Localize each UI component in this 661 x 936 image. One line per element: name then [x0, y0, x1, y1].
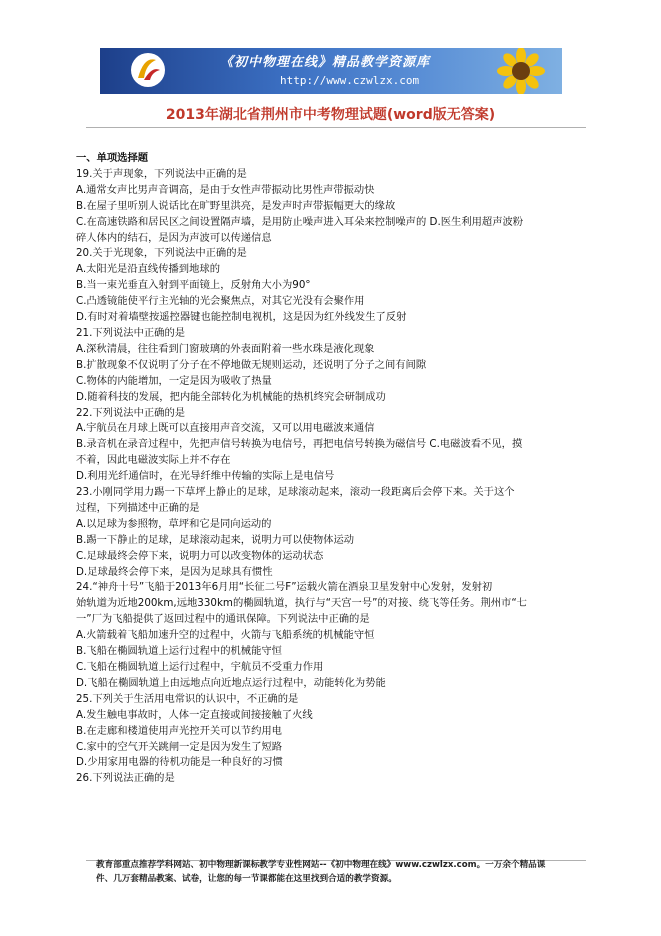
- question-line: D.足球最终会停下来，是因为足球具有惯性: [76, 565, 273, 578]
- question-line: A.太阳光是沿直线传播到地球的: [76, 263, 220, 276]
- question-line: 21.下列说法中正确的是: [76, 326, 186, 339]
- question-line: B.踢一下静止的足球，足球滚动起来，说明力可以使物体运动: [76, 533, 355, 546]
- question-line: A.火箭载着飞船加速升空的过程中，火箭与飞船系统的机械能守恒: [76, 629, 375, 642]
- question-line: 23.小刚同学用力踢一下草坪上静止的足球，足球滚动起来，滚动一段距离后会停下来。关于这个: [76, 486, 515, 499]
- question-line: 26.下列说法正确的是: [76, 772, 175, 785]
- question-line: 不着，因此电磁波实际上并不存在: [76, 454, 231, 467]
- footer-line: 教育部重点推荐学科网站、初中物理新课标教学专业性网站--《初中物理在线》www.czwlzx.com。一万余个精品课: [96, 860, 546, 870]
- title-divider: [86, 127, 586, 128]
- question-line: 始轨道为近地200km,远地330km的椭圆轨道，执行与“天宫一号”的对接、绕飞等任务。荆州市“七: [76, 597, 527, 610]
- question-line: 22.下列说法中正确的是: [76, 406, 186, 419]
- question-line: D.随着科技的发展，把内能全部转化为机械能的热机终究会研制成功: [76, 390, 386, 403]
- site-logo-icon: [130, 52, 166, 88]
- question-line: B.当一束光垂直入射到平面镜上，反射角大小为90°: [76, 279, 311, 292]
- question-line: D.有时对着墙壁按遥控器键也能控制电视机，这是因为红外线发生了反射: [76, 311, 407, 324]
- page-footer: [96, 858, 586, 886]
- question-line: C.家中的空气开关跳闸一定是因为发生了短路: [76, 740, 283, 753]
- question-line: A.发生触电事故时，人体一定直接或间接接触了火线: [76, 708, 313, 721]
- sunflower-icon: [486, 48, 556, 94]
- question-line: 一”厂为飞船提供了返回过程中的通讯保障。下列说法中正确的是: [76, 613, 370, 626]
- question-line: B.在走廊和楼道使用声光控开关可以节约用电: [76, 724, 282, 737]
- question-line: 碎人体内的结石，是因为声波可以传递信息: [76, 231, 272, 244]
- question-line: C.足球最终会停下来，说明力可以改变物体的运动状态: [76, 549, 324, 562]
- question-line: 20.关于光现象，下列说法中正确的是: [76, 247, 247, 260]
- question-line: D.飞船在椭圆轨道上由远地点向近地点运行过程中，动能转化为势能: [76, 676, 386, 689]
- banner-title: 《初中物理在线》精品教学资源库: [220, 55, 431, 70]
- question-line: C.飞船在椭圆轨道上运行过程中，宇航员不受重力作用: [76, 661, 324, 673]
- banner-url: http://www.czwlzx.com: [280, 74, 420, 87]
- question-line: A.深秋清晨，往往看到门窗玻璃的外表面附着一些水珠是液化现象: [76, 342, 375, 355]
- question-line: B.录音机在录音过程中，先把声信号转换为电信号，再把电信号转换为磁信号 C.电磁波看不见，摸: [76, 438, 523, 451]
- question-line: C.在高速铁路和居民区之间设置隔声墙，是用防止噪声进入耳朵来控制噪声的 D.医生利用超声波粉: [76, 215, 524, 228]
- question-line: B.飞船在椭圆轨道上运行过程中的机械能守恒: [76, 645, 282, 658]
- question-line: 25.下列关于生活用电常识的认识中，不正确的是: [76, 692, 299, 705]
- question-line: A.通常女声比男声音调高，是由于女性声带振动比男性声带振动快: [76, 183, 375, 196]
- question-line: D.利用光纤通信时，在光导纤维中传输的实际上是电信号: [76, 470, 335, 483]
- question-line: 24.“神舟十号”飞船于2013年6月用“长征二号F”运载火箭在酒泉卫星发射中心发射，发射初: [76, 581, 493, 594]
- question-line: B.在屋子里听别人说话比在旷野里洪亮，是发声时声带振幅更大的缘故: [76, 199, 396, 212]
- question-line: B.扩散现象不仅说明了分子在不停地做无规则运动，还说明了分子之间有间隙: [76, 358, 427, 371]
- question-line: 19.关于声现象，下列说法中正确的是: [76, 167, 247, 180]
- footer-line: 件、几万套精品教案、试卷，让您的每一节课都能在这里找到合适的教学资源。: [96, 874, 397, 884]
- header-banner: [100, 48, 562, 94]
- question-line: 过程，下列描述中正确的是: [76, 501, 200, 514]
- question-line: D.少用家用电器的待机功能是一种良好的习惯: [76, 756, 283, 769]
- question-list: [76, 151, 586, 787]
- question-line: C.物体的内能增加，一定是因为吸收了热量: [76, 374, 272, 387]
- question-line: A.宇航员在月球上既可以直接用声音交流，又可以用电磁波来通信: [76, 422, 375, 435]
- question-line: A.以足球为参照物，草坪和它是同向运动的: [76, 517, 272, 530]
- section-heading: 一、单项选择题: [76, 152, 149, 164]
- question-line: C.凸透镜能使平行主光轴的光会聚焦点，对其它光没有会聚作用: [76, 295, 365, 308]
- page-title: 2013年湖北省荆州市中考物理试题(word版无答案): [165, 107, 496, 123]
